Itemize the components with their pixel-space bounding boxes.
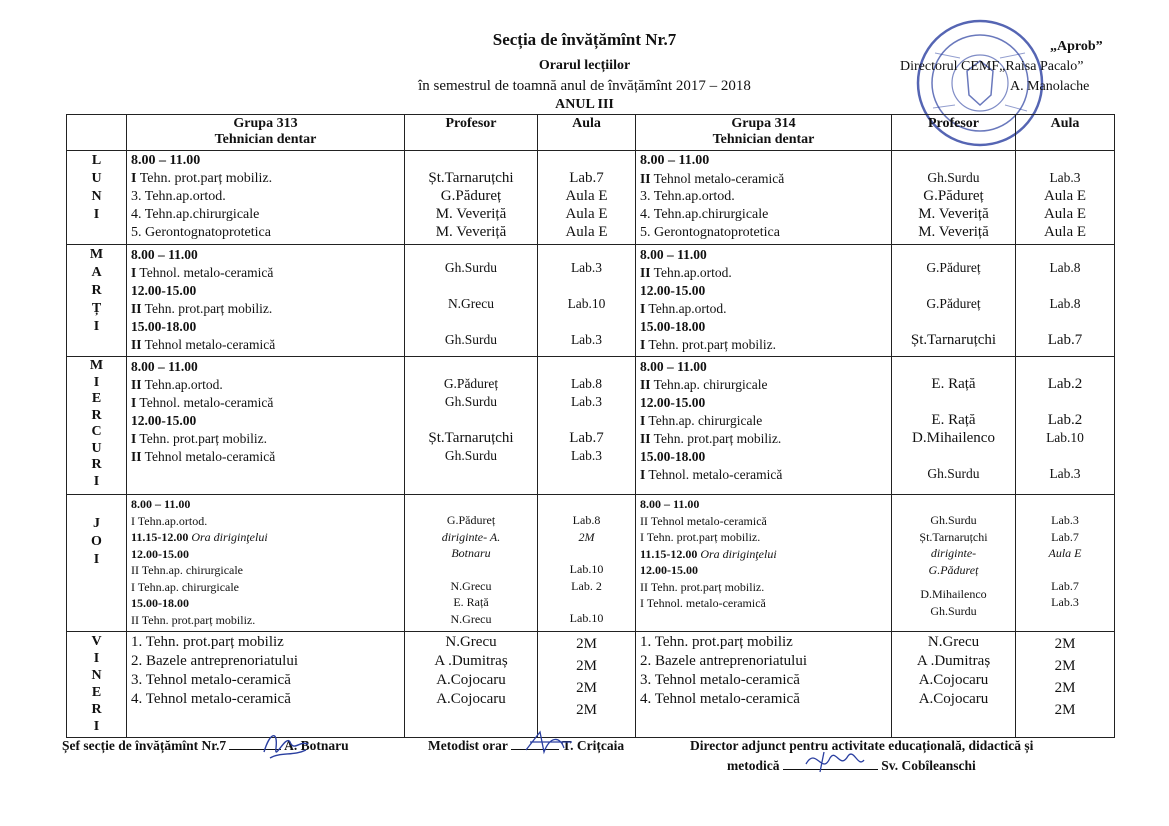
- deputy-role: Director adjunct pentru activitate educațională, didactică și: [690, 738, 1034, 753]
- professors-314: Gh.Surdu G.Pădureț M. Veveriță M. Veveriță: [892, 151, 1016, 245]
- professors-314: Gh.Surdu Șt.Tarnaruțchi diriginte- G.Pădureț D.Mihailenco Gh.Surdu: [892, 495, 1016, 632]
- approval-director: Directorul CEMF„Raisa Pacalo”: [900, 59, 1084, 74]
- rooms-314: Lab.3 Aula E Aula E Aula E: [1016, 151, 1115, 245]
- day-label-miercuri: M I E R C U R I: [67, 357, 127, 495]
- lessons-313: 8.00 – 11.00 I Tehn.ap.ortod. 11.15-12.00 Ora diriginţelui 12.00-15.00 II Tehn.ap. chirurgicale I Tehn.ap. chirurgicale 15.00-18.00 II Tehn. prot.parț mobiliz.: [127, 495, 405, 632]
- professors-313: Gh.Surdu N.Grecu Gh.Surdu: [405, 245, 538, 357]
- room-header: Aula: [1016, 115, 1115, 151]
- room-header: Aula: [538, 115, 636, 151]
- deputy-name: Sv. Cobîleanschi: [881, 758, 976, 773]
- semester-line: în semestrul de toamnă anul de învățămînt 2017 – 2018: [418, 78, 751, 94]
- professors-314: E. Rață E. Rață D.Mihailenco Gh.Surdu: [892, 357, 1016, 495]
- group-313-header: Grupa 313 Tehnician dentar: [127, 115, 405, 151]
- professors-313: Șt.Tarnaruțchi G.Pădureț M. Veveriță M. Veveriță: [405, 151, 538, 245]
- year-label: ANUL III: [555, 97, 614, 112]
- day-row-joi: [67, 495, 1115, 632]
- lessons-313: 8.00 – 11.00 II Tehn.ap.ortod. I Tehnol. metalo-ceramică 12.00-15.00 I Tehn. prot.parț mobiliz. II Tehnol metalo-ceramică: [127, 357, 405, 495]
- day-row-marti: [67, 245, 1115, 357]
- day-label-vineri: V I N E R I: [67, 632, 127, 738]
- lessons-313: 8.00 – 11.00 I Tehnol. metalo-ceramică 12.00-15.00 II Tehn. prot.parț mobiliz. 15.00-18.00 II Tehnol metalo-ceramică: [127, 245, 405, 357]
- day-label-joi: J O I: [67, 495, 127, 632]
- day-row-luni: [67, 151, 1115, 245]
- professors-314: G.Pădureț G.Pădureț Șt.Tarnaruțchi: [892, 245, 1016, 357]
- approval-word: „Aprob”: [1050, 39, 1103, 54]
- approval-block: [900, 37, 1103, 97]
- rooms-314: Lab.2 Lab.2 Lab.10 Lab.3: [1016, 357, 1115, 495]
- lessons-313: 1. Tehn. prot.parț mobiliz 2. Bazele antreprenoriatului 3. Tehnol metalo-ceramică 4. Tehnol metalo-ceramică: [127, 632, 405, 738]
- methodist-role: Metodist orar: [428, 738, 508, 753]
- approval-name: A. Manolache: [1010, 79, 1090, 94]
- day-label-marti: M A R Ț I: [67, 245, 127, 357]
- day-row-vineri: [67, 632, 1115, 738]
- day-row-miercuri: [67, 357, 1115, 495]
- professors-313: G.Pădureț Gh.Surdu Șt.Tarnaruțchi Gh.Surdu: [405, 357, 538, 495]
- day-label-luni: L U N I: [67, 151, 127, 245]
- signature-mark: [520, 722, 580, 762]
- header-row: [67, 115, 1115, 151]
- methodist-name: T. Crițcaia: [562, 738, 625, 753]
- professors-313: G.Pădureț diriginte- A. Botnaru N.Grecu E. Rață N.Grecu: [405, 495, 538, 632]
- professor-header: Profesor: [892, 115, 1016, 151]
- rooms-314: 2M 2M 2M 2M: [1016, 632, 1115, 738]
- professors-314: N.Grecu A .Dumitraș A.Cojocaru A.Cojocaru: [892, 632, 1016, 738]
- rooms-313: Lab.3 Lab.10 Lab.3: [538, 245, 636, 357]
- lessons-314: 8.00 – 11.00 II Tehn.ap. chirurgicale 12.00-15.00 I Tehn.ap. chirurgicale II Tehn. prot.parț mobiliz. 15.00-18.00 I Tehnol. metalo-ceramică: [636, 357, 892, 495]
- schedule-title: Orarul lecțiilor: [538, 58, 631, 73]
- rooms-313: Lab.8 2M Lab.10 Lab. 2 Lab.10: [538, 495, 636, 632]
- rooms-313: 2M 2M 2M 2M: [538, 632, 636, 738]
- lessons-314: 8.00 – 11.00 II Tehnol metalo-ceramică 3. Tehn.ap.ortod. 4. Tehn.ap.chirurgicale 5. Gerontognatoprotetica: [636, 151, 892, 245]
- group-314-header: Grupa 314 Tehnician dentar: [636, 115, 892, 151]
- chief-role: Șef secție de învățămînt Nr.7: [62, 738, 227, 753]
- lessons-314: 8.00 – 11.00 II Tehn.ap.ortod. 12.00-15.00 I Tehn.ap.ortod. 15.00-18.00 I Tehn. prot.parț mobiliz.: [636, 245, 892, 357]
- lessons-314: 8.00 – 11.00 II Tehnol metalo-ceramică I Tehn. prot.parț mobiliz. 11.15-12.00 Ora diriginţelui 12.00-15.00 II Tehn. prot.parț mobiliz. I Tehnol. metalo-ceramică: [636, 495, 892, 632]
- professor-header: Profesor: [405, 115, 538, 151]
- deputy-role-cont: metodică: [727, 758, 780, 773]
- rooms-314: Lab.8 Lab.8 Lab.7: [1016, 245, 1115, 357]
- professors-313: N.Grecu A .Dumitraș A.Cojocaru A.Cojocaru: [405, 632, 538, 738]
- day-header: [67, 115, 127, 151]
- chief-name: A. Botnaru: [284, 738, 349, 753]
- lessons-314: 1. Tehn. prot.parț mobiliz 2. Bazele antreprenoriatului 3. Tehnol metalo-ceramică 4. Tehnol metalo-ceramică: [636, 632, 892, 738]
- lessons-313: 8.00 – 11.00 I Tehn. prot.parț mobiliz. 3. Tehn.ap.ortod. 4. Tehn.ap.chirurgicale 5. Gerontognatoprotetica: [127, 151, 405, 245]
- schedule-table: [66, 114, 1115, 738]
- signature-mark: [256, 722, 316, 770]
- signature-mark: [800, 740, 870, 780]
- rooms-314: Lab.3 Lab.7 Aula E Lab.7 Lab.3: [1016, 495, 1115, 632]
- rooms-313: Lab.8 Lab.3 Lab.7 Lab.3: [538, 357, 636, 495]
- section-title: Secția de învățămînt Nr.7: [492, 30, 677, 49]
- rooms-313: Lab.7 Aula E Aula E Aula E: [538, 151, 636, 245]
